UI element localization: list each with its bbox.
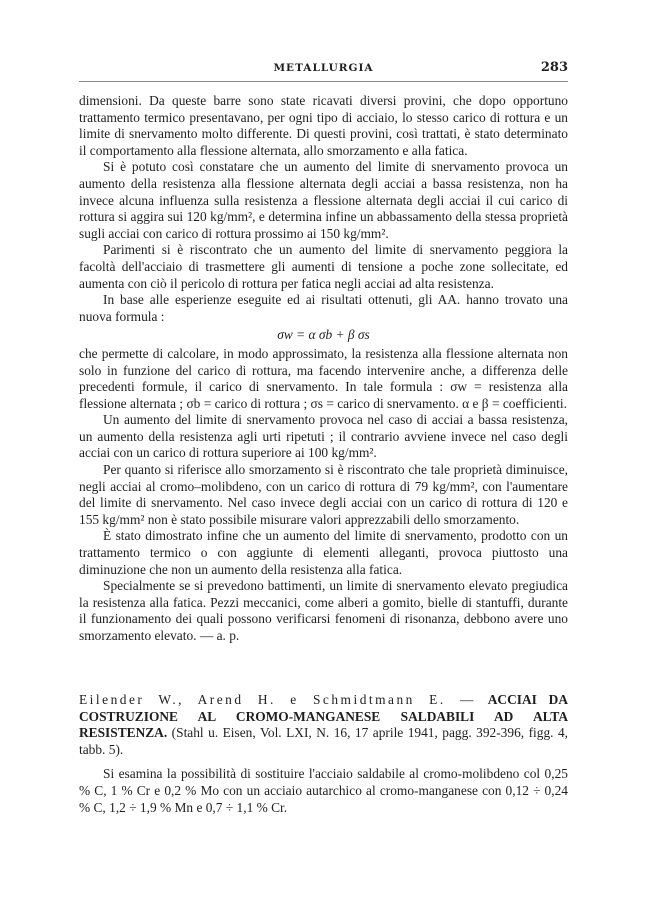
bibliographic-entry <box>79 692 568 816</box>
paragraph: Per quanto si riferisce allo smorzamento si è riscontrato che tale proprietà diminuisce, negli acciai al cromo–molibdeno, con un carico di rottura di 79 kg/mm², con l'aumentare del limite di snervamento. Nel caso invece degli acciai con un carico di rottura di 120 e 155 kg/mm² non è stato possibile misurare valori apprezzabili dello smorzamento. <box>79 462 568 527</box>
formula: σw = α σb + β σs <box>277 327 370 343</box>
reference-heading <box>79 692 568 758</box>
paragraph: Si è potuto così constatare che un aumento del limite di snervamento provoca un aumento della resistenza alla flessione alternata degli acciai a bassa resistenza, non ha invece alcuna influenza sulla resistenza a flessione alternata degli acciai il cui carico di rottura si aggira sui 120 kg/mm², e determina infine un abbassamento della stessa proprietà sugli acciai con carico di rottura prossimo ai 150 kg/mm². <box>79 159 568 241</box>
reference-abstract: Si esamina la possibilità di sostituire l'acciaio saldabile al cromo-molibdeno col 0,25 % C, 1 % Cr e 0,2 % Mo con un acciaio autarchico al cromo-manganese con 0,12 ÷ 0,24 % C, 1,2 ÷ 1,9 % Mn e 0,7 ÷ 1,1 % Cr. <box>79 766 568 815</box>
paragraph: Specialmente se si prevedono battimenti, un limite di snervamento elevato pregiudica la resistenza alla fatica. Pezzi meccanici, come alberi a gomito, bielle di stantuffi, durante il funzionamento dei quali possono verificarsi fenomeni di risonanza, debbono avere uno smorzamento elevato. — a. p. <box>79 578 568 643</box>
header-rule <box>79 81 568 82</box>
reference-source: (Stahl u. Eisen, Vol. LXI, N. 16, 17 aprile 1941, pagg. 392-396, figg. 4, tabb. 5). <box>79 725 568 757</box>
paragraph: È stato dimostrato infine che un aumento del limite di snervamento, prodotto con un trattamento termico o con aggiunte di elementi alleganti, provoca piuttosto una diminuzione che non un aumento della resistenza alla fatica. <box>79 528 568 577</box>
paragraph: che permette di calcolare, in modo approssimato, la resistenza alla flessione alternata non solo in funzione del carico di rottura, ma facendo intervenire anche, a differenza delle precedenti formule, il carico di snervamento. In tale formula : σw = resistenza alla flessione alternata ; σb = carico di rottura ; σs = carico di snervamento. α e β = coefficienti. <box>79 345 568 411</box>
page-number: 283 <box>540 60 568 75</box>
paragraph: Parimenti si è riscontrato che un aumento del limite di snervamento peggiora la facoltà dell'acciaio di trasmettere gli aumenti di tensione a poche zone sollecitate, ed aumenta con ciò il pericolo di rottura per fatica negli acciai ad alta resistenza. <box>79 242 568 291</box>
paragraph: In base alle esperienze eseguite ed ai risultati ottenuti, gli AA. hanno trovato una nuova formula : <box>79 292 568 324</box>
paragraph: Un aumento del limite di snervamento provoca nel caso di acciai a bassa resistenza, un aumento della resistenza agli urti ripetuti ; il contrario avviene invece nel caso degli acciai con un carico di rottura superiore ai 100 kg/mm². <box>79 412 568 461</box>
page-header <box>79 62 568 78</box>
reference-authors: Eilender W., Arend H. e Schmidtmann E. — <box>79 692 476 707</box>
article-body <box>79 93 568 645</box>
paragraph: dimensioni. Da queste barre sono state ricavati diversi provini, che dopo opportuno trattamento termico presentavano, per ogni tipo di acciaio, lo stesso carico di rottura e un limite di snervamento molto differente. Di questi provini, così trattati, è stato determinato il comportamento alla flessione alternata, allo smorzamento e alla fatica. <box>79 93 568 158</box>
running-title: METALLURGIA <box>273 62 374 74</box>
reference-title: ACCIAI DA COSTRUZIONE AL CROMO-MANGANESE SALDABILI AD ALTA RESISTENZA. <box>79 692 568 741</box>
